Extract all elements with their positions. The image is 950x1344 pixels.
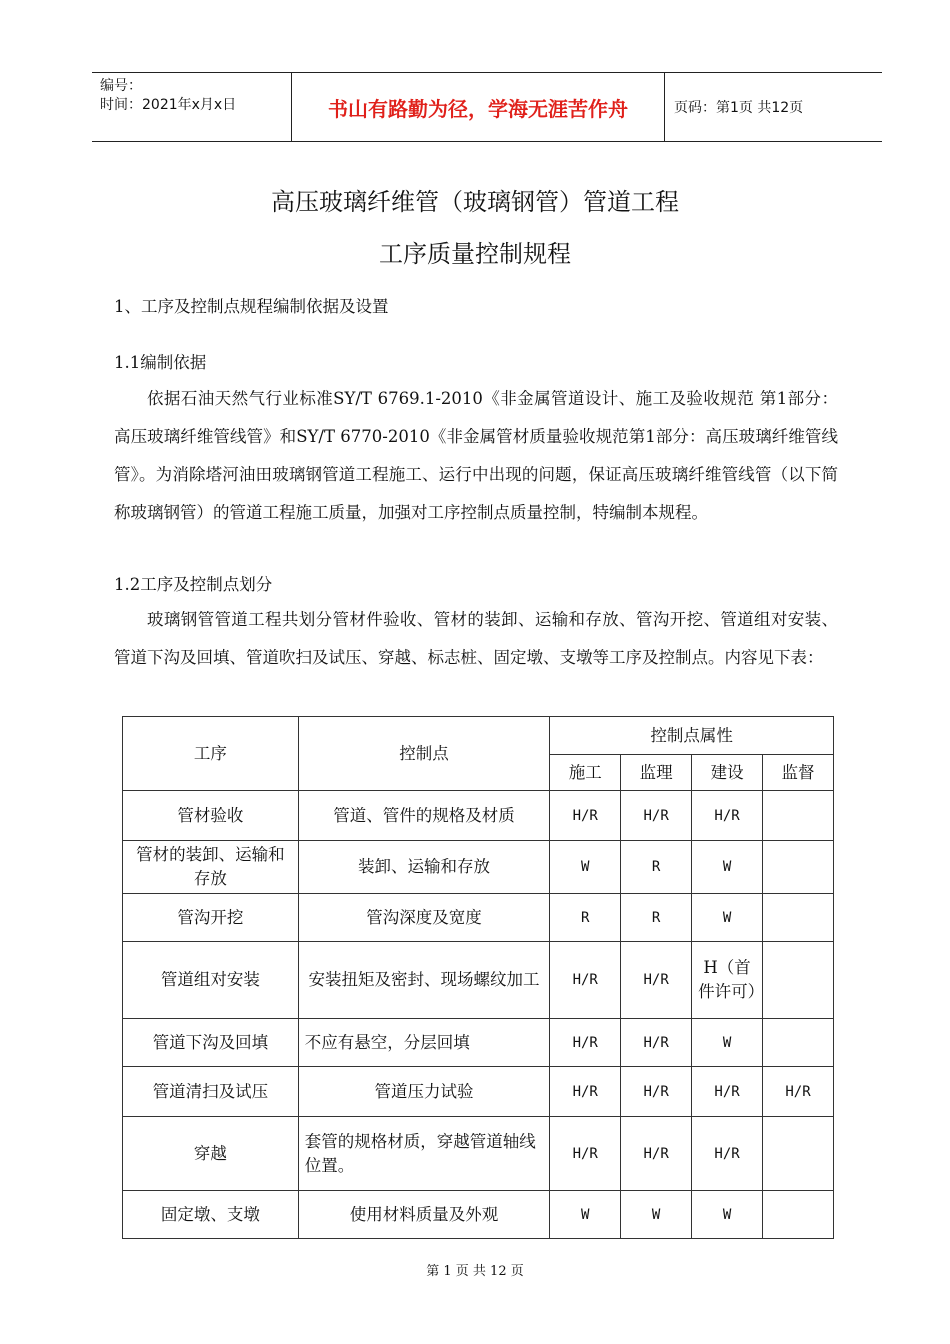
cell-oversight	[763, 942, 834, 1019]
cell-point: 安装扭矩及密封、现场螺纹加工	[298, 942, 550, 1019]
doc-title-line2: 工序质量控制规程	[379, 240, 571, 268]
section-heading-1-2: 1.2工序及控制点划分	[114, 575, 273, 594]
cell-supervision: H/R	[621, 1067, 692, 1117]
cell-oversight	[763, 894, 834, 942]
subcol-oversight: 监督	[763, 755, 834, 791]
doc-title-line1: 高压玻璃纤维管（玻璃钢管）管道工程	[271, 188, 679, 216]
subcol-supervision: 监理	[621, 755, 692, 791]
cell-construction: R	[550, 894, 621, 942]
cell-point: 管沟深度及宽度	[298, 894, 550, 942]
cell-supervision: H/R	[621, 942, 692, 1019]
table-row	[123, 1191, 834, 1239]
table-row	[123, 791, 834, 841]
section-body-1-2: 玻璃钢管管道工程共划分管材件验收、管材的装卸、运输和存放、管沟开挖、管道组对安装、管道下沟及回填、管道吹扫及试压、穿越、标志桩、固定墩、支墩等工序及控制点。内容见下表：	[114, 610, 838, 667]
subcol-construction: 施工	[550, 755, 621, 791]
col-header-attr: 控制点属性	[550, 717, 834, 755]
cell-oversight	[763, 1117, 834, 1191]
subcol-owner: 建设	[692, 755, 763, 791]
cell-point: 套管的规格材质，穿越管道轴线位置。	[298, 1117, 550, 1191]
cell-owner: H/R	[692, 1117, 763, 1191]
cell-owner: H（首件许可）	[692, 942, 763, 1019]
time-label: 时间：2021年x月x日	[100, 97, 237, 113]
cell-owner: H/R	[692, 791, 763, 841]
cell-construction: H/R	[550, 1019, 621, 1067]
cell-construction: W	[550, 1191, 621, 1239]
table-row	[123, 942, 834, 1019]
cell-construction: W	[550, 841, 621, 894]
header-page-label: 页码：第1页 共12页	[674, 100, 804, 116]
col-header-point: 控制点	[298, 717, 550, 791]
cell-construction: H/R	[550, 942, 621, 1019]
control-point-table	[122, 716, 834, 1239]
cell-point: 不应有悬空，分层回填	[298, 1019, 550, 1067]
col-header-process: 工序	[123, 717, 299, 791]
table-header-row	[123, 717, 834, 755]
cell-process: 管道组对安装	[123, 942, 299, 1019]
cell-point: 管道、管件的规格及材质	[298, 791, 550, 841]
page-footer: 第 1 页 共 12 页	[426, 1264, 524, 1279]
cell-process: 固定墩、支墩	[123, 1191, 299, 1239]
cell-construction: H/R	[550, 1117, 621, 1191]
cell-point: 使用材料质量及外观	[298, 1191, 550, 1239]
cell-oversight	[763, 841, 834, 894]
section-heading-1: 1、工序及控制点规程编制依据及设置	[114, 297, 389, 316]
table-row	[123, 841, 834, 894]
cell-oversight	[763, 1019, 834, 1067]
cell-process: 管沟开挖	[123, 894, 299, 942]
cell-supervision: R	[621, 894, 692, 942]
cell-oversight: H/R	[763, 1067, 834, 1117]
cell-supervision: W	[621, 1191, 692, 1239]
cell-process: 管材验收	[123, 791, 299, 841]
cell-process: 管道下沟及回填	[123, 1019, 299, 1067]
cell-point: 管道压力试验	[298, 1067, 550, 1117]
cell-construction: H/R	[550, 791, 621, 841]
section-heading-1-1: 1.1编制依据	[114, 353, 207, 372]
cell-owner: W	[692, 841, 763, 894]
cell-process: 管材的装卸、运输和存放	[123, 841, 299, 894]
cell-owner: W	[692, 1191, 763, 1239]
cell-owner: H/R	[692, 1067, 763, 1117]
table-row	[123, 1067, 834, 1117]
number-label: 编号：	[100, 78, 142, 94]
table-row	[123, 894, 834, 942]
cell-oversight	[763, 1191, 834, 1239]
cell-supervision: H/R	[621, 1117, 692, 1191]
cell-process: 管道清扫及试压	[123, 1067, 299, 1117]
table-row	[123, 1117, 834, 1191]
cell-process: 穿越	[123, 1117, 299, 1191]
section-body-1-1: 依据石油天然气行业标准SY/T 6769.1-2010《非金属管道设计、施工及验收规范 第1部分：高压玻璃纤维管线管》和SY/T 6770-2010《非金属管材质量验收规范第1部分：高压玻璃纤维管线管》。为消除塔河油田玻璃钢管道工程施工、运行中出现的问题，保证高压玻璃纤维管线管（以下简称玻璃钢管）的管道工程施工质量，加强对工序控制点质量控制，特编制本规程。	[114, 389, 838, 522]
header-meta	[92, 73, 292, 141]
cell-owner: W	[692, 894, 763, 942]
cell-supervision: R	[621, 841, 692, 894]
cell-owner: W	[692, 1019, 763, 1067]
header-motto: 书山有路勤为径，学海无涯苦作舟	[292, 73, 665, 141]
cell-construction: H/R	[550, 1067, 621, 1117]
cell-point: 装卸、运输和存放	[298, 841, 550, 894]
page-header	[92, 72, 882, 142]
cell-supervision: H/R	[621, 1019, 692, 1067]
cell-oversight	[763, 791, 834, 841]
cell-supervision: H/R	[621, 791, 692, 841]
table-row	[123, 1019, 834, 1067]
